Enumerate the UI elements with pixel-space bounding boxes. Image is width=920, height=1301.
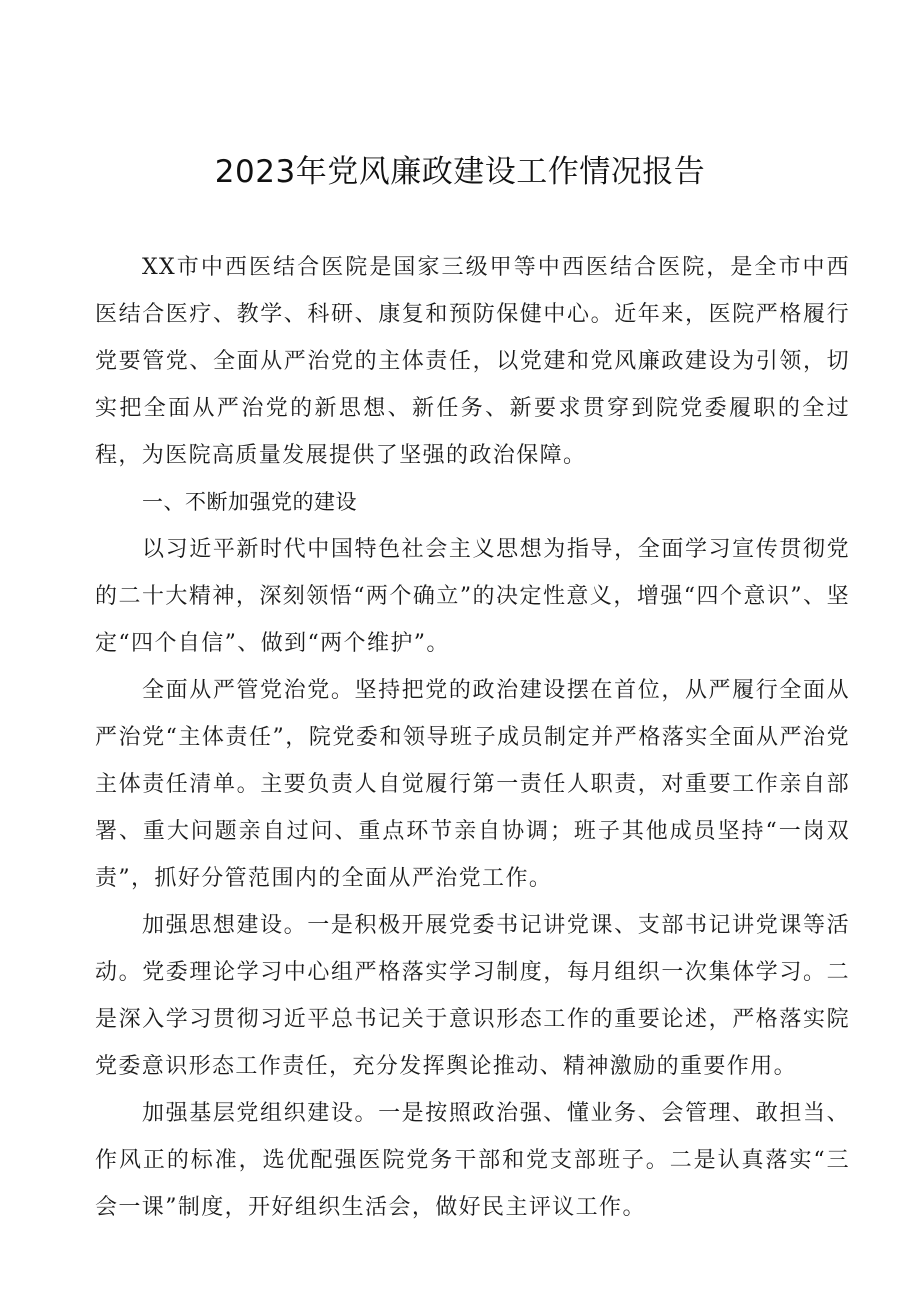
intro-paragraph: XX市中西医结合医院是国家三级甲等中西医结合医院，是全市中西医结合医疗、教学、科研、康复和预防保健中心。近年来，医院严格履行党要管党、全面从严治党的主体责任，以党建和党风廉政建设为引领，切实把全面从严治党的新思想、新任务、新要求贯穿到院党委履职的全过程，为医院高质量发展提供了坚强的政治保障。 [95, 255, 850, 468]
paragraph-party-governance: 全面从严管党治党。坚持把党的政治建设摆在首位，从严履行全面从严治党“主体责任”，院党委和领导班子成员制定并严格落实全面从严治党主体责任清单。主要负责人自觉履行第一责任人职责，对重要工作亲自部署、重大问题亲自过问、重点环节亲自协调；班子其他成员坚持“一岗双责”，抓好分管范围内的全面从严治党工作。 [95, 678, 850, 891]
document-body [95, 244, 850, 1231]
paragraph-guiding-thought: 以习近平新时代中国特色社会主义思想为指导，全面学习宣传贯彻党的二十大精神，深刻领悟“两个确立”的决定性意义，增强“四个意识”、坚定“四个自信”、做到“两个维护”。 [95, 537, 850, 656]
document-title: 2023年党风廉政建设工作情况报告 [214, 154, 706, 190]
section-heading: 一、不断加强党的建设 [142, 490, 357, 514]
paragraph-grassroots-organization: 加强基层党组织建设。一是按照政治强、懂业务、会管理、敢担当、作风正的标准，选优配强医院党务干部和党支部班子。二是认真落实“三会一课”制度，开好组织生活会，做好民主评议工作。 [95, 1101, 850, 1220]
paragraph-ideological-building: 加强思想建设。一是积极开展党委书记讲党课、支部书记讲党课等活动。党委理论学习中心组严格落实学习制度，每月组织一次集体学习。二是深入学习贯彻习近平总书记关于意识形态工作的重要论述，严格落实院党委意识形态工作责任，充分发挥舆论推动、精神激励的重要作用。 [95, 913, 850, 1079]
